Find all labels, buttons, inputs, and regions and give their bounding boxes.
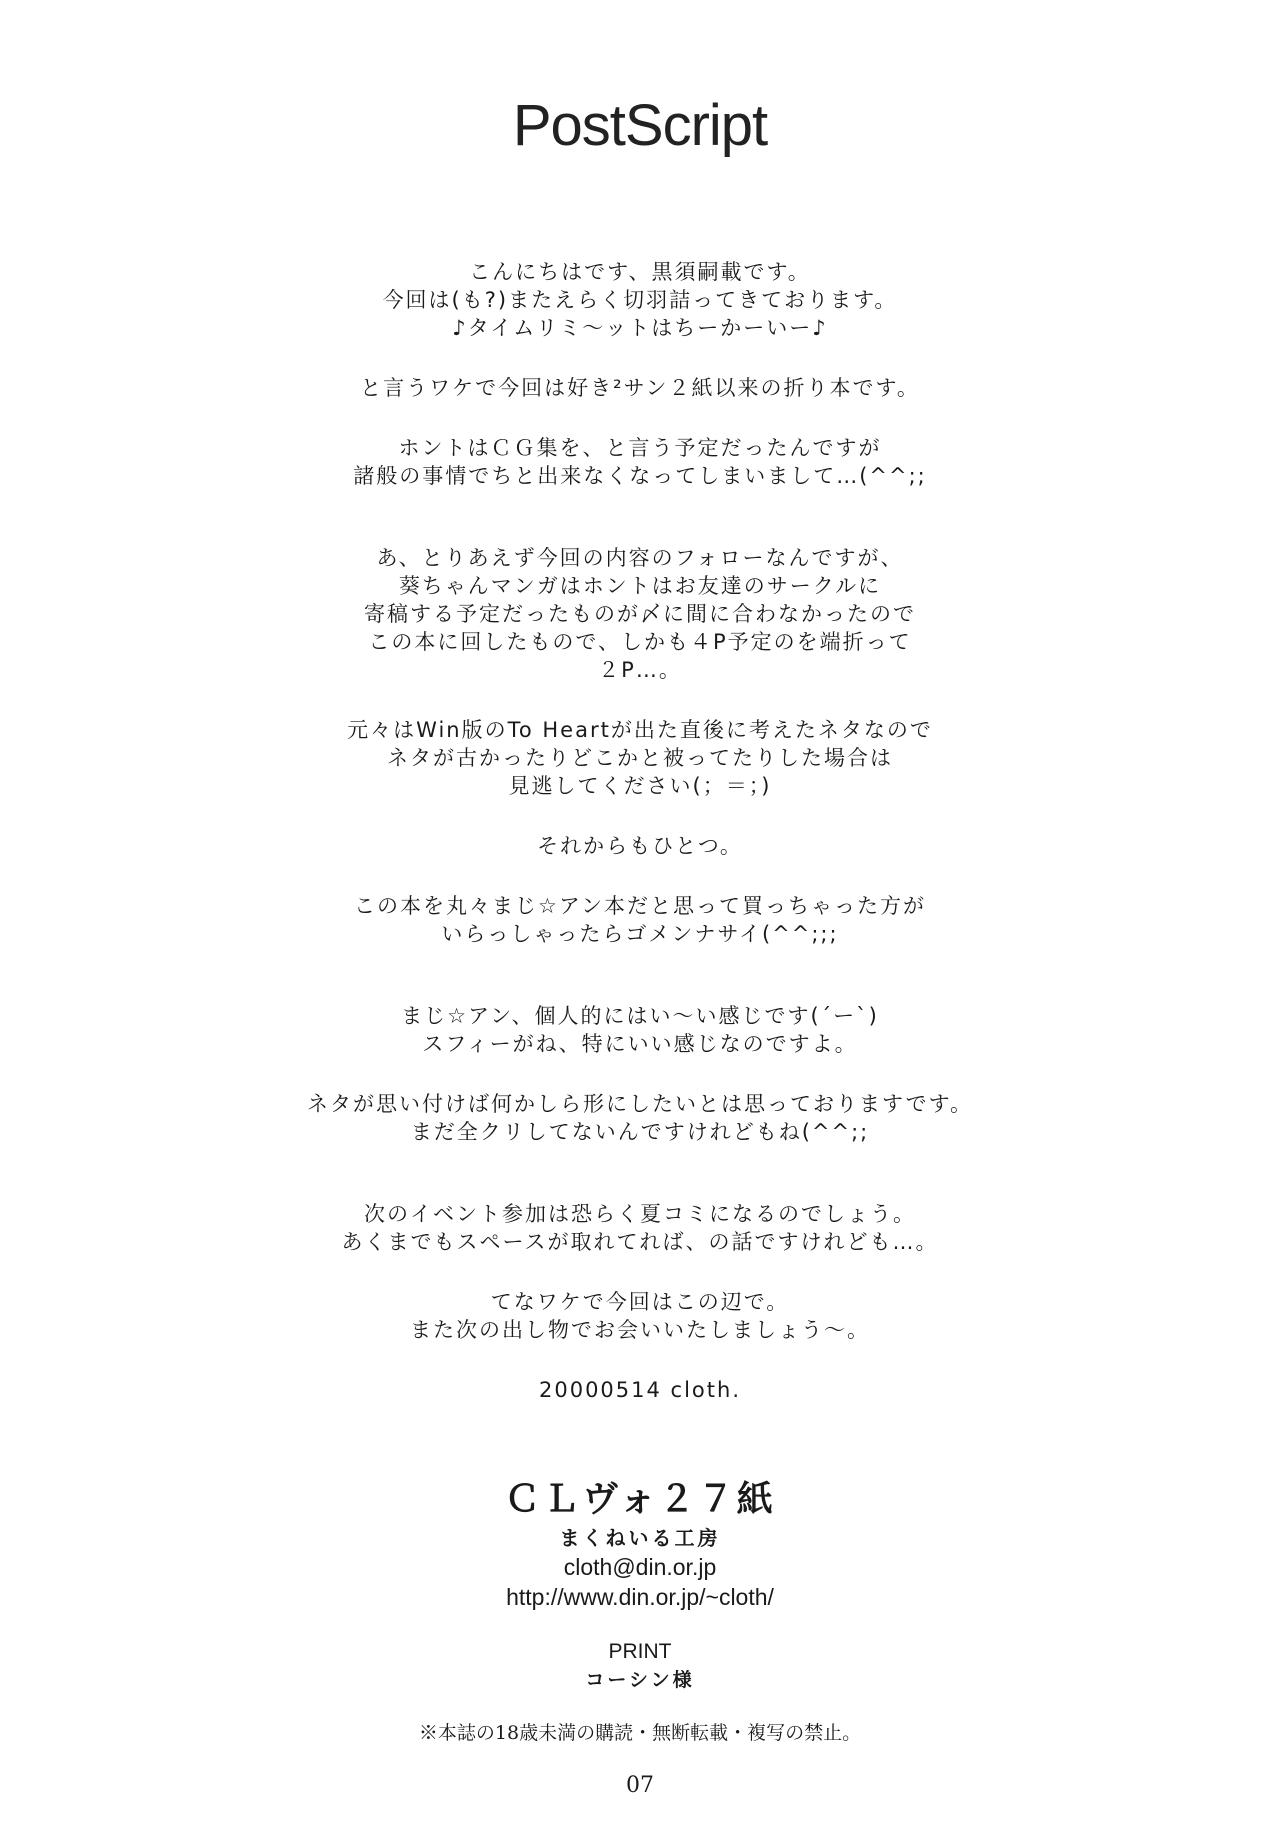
contact-url: http://www.din.or.jp/~cloth/ — [506, 1584, 774, 1610]
text-line: あくまでもスペースが取れてれば、の話ですけれども…。 — [341, 1230, 939, 1254]
text-line: ネタが古かったりどこかと被ってたりした場合は — [387, 746, 893, 770]
colophon — [0, 1478, 1280, 1800]
page-title: PostScript — [512, 93, 768, 158]
text-line: ♪タイムリミ〜ットはちーかーいー♪ — [452, 316, 828, 340]
text-line: 葵ちゃんマンガはホントはお友達のサークルに — [398, 574, 882, 598]
text-line: ホントはＣＧ集を、と言う予定だったんですが — [398, 436, 882, 460]
text-line: 寄稿する予定だったものが〆に間に合わなかったので — [364, 602, 916, 626]
printer-name: コーシン様 — [585, 1669, 695, 1691]
text-line: ネタが思い付けば何かしら形にしたいとは思っておりますです。 — [307, 1092, 973, 1116]
text-line: 20000514 cloth. — [538, 1378, 741, 1402]
text-line: それからもひとつ。 — [537, 834, 743, 858]
paragraph — [140, 434, 1140, 490]
text-line: また次の出し物でお会いいたしましょう〜。 — [410, 1318, 870, 1342]
paragraph — [140, 1002, 1140, 1058]
paragraph — [140, 892, 1140, 948]
text-line: こんにちはです、黒須嗣載です。 — [469, 260, 811, 284]
studio-name: まくねいる工房 — [559, 1526, 721, 1550]
text-line: この本に回したもので、しかも４P予定のを端折って — [368, 630, 912, 654]
text-line: この本を丸々まじ☆アン本だと思って買っちゃった方が — [354, 894, 926, 918]
paragraph — [140, 1288, 1140, 1344]
text-line: 諸般の事情でちと出来なくなってしまいまして…(^^;; — [353, 464, 927, 488]
text-line: まだ全クリしてないんですけれどもね(^^;; — [410, 1120, 870, 1144]
postscript-body — [140, 258, 1140, 1436]
text-line: 今回は(も?)またえらく切羽詰ってきております。 — [382, 288, 898, 312]
signature-date — [140, 1376, 1140, 1404]
contact-email: cloth@din.or.jp — [563, 1554, 717, 1580]
text-line: あ、とりあえず今回の内容のフォローなんですが、 — [376, 546, 904, 570]
text-line: 見逃してください(；＝；) — [508, 774, 772, 798]
text-line: 元々はWin版のTo Heartが出た直後に考えたネタなので — [347, 718, 933, 742]
text-line: いらっしゃったらゴメンナサイ(^^;;; — [441, 922, 839, 946]
paragraph — [140, 716, 1140, 800]
text-line: ２P…。 — [598, 658, 682, 682]
paragraph — [140, 1090, 1140, 1146]
legal-notice: ※本誌の18歳未満の購読・無断転載・複写の禁止。 — [418, 1722, 862, 1744]
text-line: スフィーがね、特にいい感じなのですよ。 — [422, 1032, 858, 1056]
paragraph — [140, 1200, 1140, 1256]
text-line: 次のイベント参加は恐らく夏コミになるのでしょう。 — [364, 1202, 916, 1226]
text-line: てなワケで今回はこの辺で。 — [490, 1290, 790, 1314]
page-number: 07 — [626, 1773, 654, 1798]
text-line: と言うワケで今回は好き²サン２紙以来の折り本です。 — [360, 376, 920, 400]
paragraph — [140, 374, 1140, 402]
text-line: まじ☆アン、個人的にはい〜い感じです(´ー`) — [401, 1004, 879, 1028]
paragraph — [140, 544, 1140, 684]
paragraph — [140, 832, 1140, 860]
paragraph — [140, 258, 1140, 342]
print-label: PRINT — [608, 1640, 672, 1663]
circle-title: ＣＬヴォ２７紙 — [504, 1479, 776, 1520]
